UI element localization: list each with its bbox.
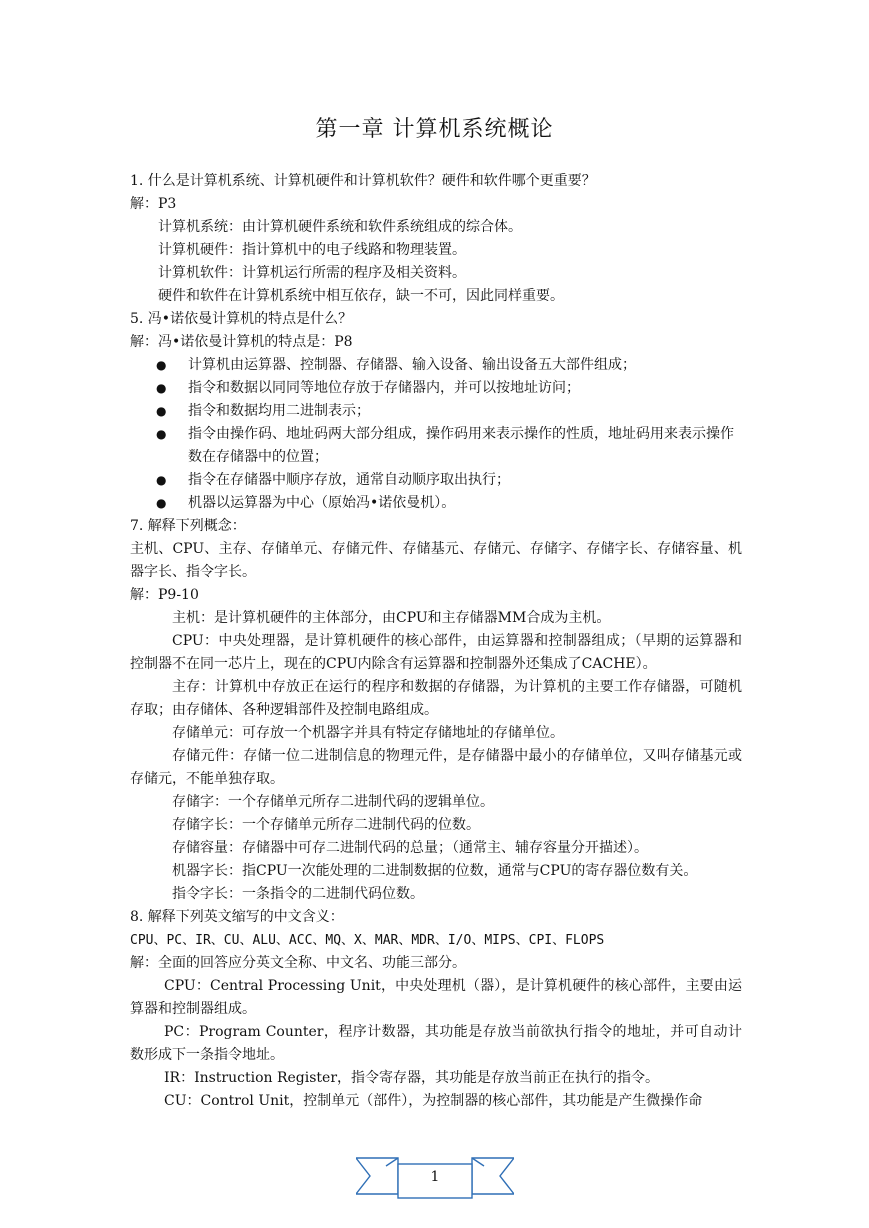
bullet-text: 指令和数据均用二进制表示；: [188, 403, 370, 419]
answer-ref: 解：P3: [130, 196, 177, 212]
definition: 存储容量：存储器中可存二进制代码的总量；（通常主、辅存容量分开描述）。: [172, 840, 648, 856]
bullet-icon: ●: [156, 381, 167, 395]
definition: 存储字长：一个存储单元所存二进制代码的位数。: [172, 817, 480, 833]
definition: 指令字长：一条指令的二进制代码位数。: [172, 886, 424, 902]
bullet-item: [130, 492, 742, 515]
bullet-icon: ●: [156, 358, 167, 372]
bullet-icon: ●: [156, 496, 167, 510]
bullet-text: 计算机由运算器、控制器、存储器、输入设备、输出设备五大部件组成；: [188, 357, 636, 373]
bullet-item: [130, 377, 742, 400]
bullet-item: [130, 469, 742, 492]
bullet-icon: ●: [156, 404, 167, 418]
answer-line: 计算机硬件：指计算机中的电子线路和物理装置。: [158, 242, 466, 258]
definition: 存储元件：存储一位二进制信息的物理元件，是存储器中最小的存储单位，又叫存储基元或存储元，不能单独存取。: [130, 748, 742, 787]
question-1: 1. 什么是计算机系统、计算机硬件和计算机软件？硬件和软件哪个更重要？: [130, 173, 596, 189]
answer-ref: 解：冯•诺依曼计算机的特点是：P8: [130, 334, 353, 350]
answer-line: 计算机系统：由计算机硬件系统和软件系统组成的综合体。: [158, 219, 522, 235]
definition: 主存：计算机中存放正在运行的程序和数据的存储器，为计算机的主要工作存储器，可随机存取；由存储体、各种逻辑部件及控制电路组成。: [130, 679, 742, 718]
bullet-item: [130, 423, 742, 469]
page-number: 1: [430, 1169, 440, 1185]
bullet-icon: ●: [156, 473, 167, 487]
definition: IR：Instruction Register，指令寄存器，其功能是存放当前正在执行的指令。: [164, 1070, 660, 1086]
definition: 机器字长：指CPU一次能处理的二进制数据的位数，通常与CPU的寄存器位数有关。: [172, 863, 698, 879]
document-body: [130, 170, 742, 1113]
answer-line: 计算机软件：计算机运行所需的程序及相关资料。: [158, 265, 466, 281]
page-title: 第一章 计算机系统概论: [315, 117, 554, 142]
question-8: 8. 解释下列英文缩写的中文含义：: [130, 909, 344, 925]
bullet-text: 指令在存储器中顺序存放，通常自动顺序取出执行；: [188, 472, 510, 488]
bullet-text: 指令和数据以同同等地位存放于存储器内，并可以按地址访问；: [188, 380, 580, 396]
bullet-item: [130, 400, 742, 423]
definition: CPU：中央处理器，是计算机硬件的核心部件，由运算器和控制器组成；（早期的运算器和控制器不在同一芯片上，现在的CPU内除含有运算器和控制器外还集成了CACHE）。: [130, 633, 742, 672]
definition: CPU：Central Processing Unit，中央处理机（器），是计算机硬件的核心部件，主要由运算器和控制器组成。: [130, 978, 742, 1017]
bullet-icon: ●: [156, 427, 167, 441]
definition: CU：Control Unit，控制单元（部件），为控制器的核心部件，其功能是产生微操作命: [164, 1093, 703, 1109]
question-5: 5. 冯•诺依曼计算机的特点是什么？: [130, 311, 353, 327]
definition: 存储字：一个存储单元所存二进制代码的逻辑单位。: [172, 794, 494, 810]
definition: 主机：是计算机硬件的主体部分，由CPU和主存储器MM合成为主机。: [172, 610, 611, 626]
answer-ref: 解：全面的回答应分英文全称、中文名、功能三部分。: [130, 955, 466, 971]
answer-line: 硬件和软件在计算机系统中相互依存，缺一不可，因此同样重要。: [158, 288, 564, 304]
question-7: 7. 解释下列概念：: [130, 518, 246, 534]
bullet-text: 机器以运算器为中心（原始冯•诺依曼机）。: [188, 495, 456, 511]
definition: PC：Program Counter，程序计数器，其功能是存放当前欲执行指令的地址，并可自动计数形成下一条指令地址。: [130, 1024, 742, 1063]
definition: 存储单元：可存放一个机器字并具有特定存储地址的存储单位。: [172, 725, 564, 741]
answer-ref: 解：P9-10: [130, 587, 199, 603]
abbreviation-list: CPU、PC、IR、CU、ALU、ACC、MQ、X、MAR、MDR、I/O、MIPS、CPI、FLOPS: [130, 933, 605, 948]
bullet-item: [130, 354, 742, 377]
bullet-text: 指令由操作码、地址码两大部分组成，操作码用来表示操作的性质，地址码用来表示操作数在存储器中的位置；: [188, 426, 734, 465]
term-list: 主机、CPU、主存、存储单元、存储元件、存储基元、存储元、存储字、存储字长、存储容量、机器字长、指令字长。: [130, 541, 742, 580]
